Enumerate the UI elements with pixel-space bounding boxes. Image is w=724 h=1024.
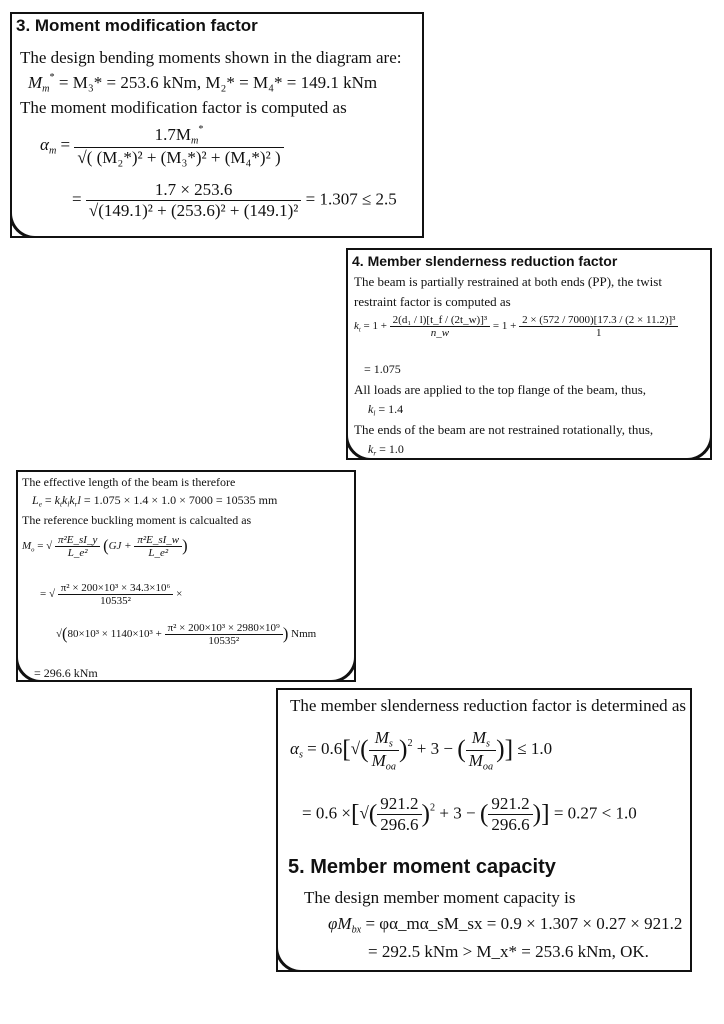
s4-kt-den1: n_w xyxy=(390,326,491,339)
s5-page-curl-left xyxy=(16,654,44,682)
s3-result: = 1.307 ≤ 2.5 xyxy=(305,189,397,209)
s4-kl-value: = 1.4 xyxy=(378,402,404,416)
section-5-heading: 5. Member moment capacity xyxy=(288,856,556,878)
s5-n2-num: π² × 200×10³ × 34.3×10⁶ xyxy=(60,582,171,594)
panel-buckling-moment xyxy=(16,470,356,682)
s6-eq1-lhs: = 0.6 xyxy=(307,738,343,758)
s6-cap2: = 292.5 kNm > M_x* = 253.6 kNm, OK. xyxy=(368,942,649,961)
s5-le-value: = 1.075 × 1.4 × 1.0 × 7000 = 10535 mm xyxy=(83,493,278,507)
s4-page-curl xyxy=(680,428,712,460)
section-4-heading: 4. Member slenderness reduction factor xyxy=(352,253,618,269)
s3-calc-fraction: $\frac{1.7 \times 253.6}{\text{√(149.1)² + (253.6)² + (149.1)²}}$ xyxy=(86,180,302,221)
s3-alpha-fraction: $\frac{1.7M_m^*}{\text{√( (M₂*)² + (M₃*)² + (M₄*)² )}}$ xyxy=(74,124,283,168)
s6-eq1: $\alpha_s = 0.6[√$( $\frac{M_s}{M_{oa}}$ )$^2$ + 3 − ( $\frac{M_s}{M_{oa}}$ )] ≤ 1.0 xyxy=(290,728,553,773)
s3-alpha-calc: = $\frac{1.7 \times 253.6}{\text{√(149.1)² + (253.6)² + (149.1)²}}$ = 1.307 ≤ 2.5 xyxy=(72,180,397,220)
s6-cap1-text: = φα_mα_sM_sx = 0.9 × 1.307 × 0.27 × 921.2 xyxy=(365,914,683,933)
s4-kl: $k_l = 1.4$ xyxy=(368,402,404,418)
s6-le1: ≤ 1.0 xyxy=(517,738,553,758)
s5-line2: The reference buckling moment is calcualted as xyxy=(22,513,252,527)
s5-mo-den: L_e² xyxy=(55,546,100,559)
s5-page-curl xyxy=(324,650,356,682)
s5-n3-num: π² × 200×10³ × 2980×10⁹ xyxy=(167,622,280,634)
s3-page-curl xyxy=(10,206,42,238)
s5-mo-in-num: π²E_sI_w xyxy=(137,534,180,546)
s3-line1: The design bending moments shown in the diagram are: xyxy=(20,48,402,67)
s5-n3-den: 10535² xyxy=(165,634,283,647)
s4-kt-num1: 2(d₁ / l)[t_f / (2t_w)]³ xyxy=(392,314,488,326)
s6-plus3: + 3 − xyxy=(416,738,453,758)
s3-moment-values: $M_m^* = M_3* = 253.6$ kNm, M₂* = M₄* = 149.1 kNm xyxy=(28,72,378,95)
s5-mo-numeric-2: √(80×10³ × 1140×10³ + $\frac{\text{π² × 200×10³ × 2980×10⁹}}{\text{10535²}}$ ) Nmm xyxy=(56,622,317,647)
s4-kt-mid: = 1 + xyxy=(492,320,517,333)
s5-mo-num: π²E_sI_y xyxy=(57,534,98,546)
s5-mo-in-den: L_e² xyxy=(134,546,182,559)
s4-kt-result: = 1.075 xyxy=(364,362,401,376)
s4-page-curl-left xyxy=(346,432,374,460)
s4-line1: The beam is partially restrained at both ends (PP), the twist xyxy=(354,274,662,289)
s5-mo-numeric-1: = √ $\frac{\text{π² × 200×10³ × 34.3×10⁶}}{\text{10535²}}$ × xyxy=(40,582,183,607)
s3-alpha-formula: $\alpha_m$ = $\frac{1.7M_m^*}{\text{√( (M₂*)² + (M₃*)² + (M₄*)² )}}$ xyxy=(40,124,284,168)
s4-kr-value: = 1.0 xyxy=(379,442,404,456)
s6-n2966: 296.6 xyxy=(377,814,421,835)
s4-kr: $k_r = 1.0$ xyxy=(368,442,404,458)
s6-cap1: $\varphi M_{bx}$ = φα_mα_sM_sx = 0.9 × 1.307 × 0.27 × 921.2 xyxy=(328,914,683,936)
section-3-heading: 3. Moment modification factor xyxy=(16,16,258,35)
s3-den2: (149.1)² + (253.6)² + (149.1)² xyxy=(98,201,299,220)
s4-kt-formula: $k_t = 1$ + $\frac{\text{2(d₁ / l)[t\_f / (2t\_w)]³}}{n\_w}$ = 1 + $\frac{\text{2 × (572 / 7000)[17.3 / (2 × 11.2)]³}}{1}$ xyxy=(354,314,678,339)
s4-kt-num2: 2 × (572 / 7000)[17.3 / (2 × 11.2)]³ xyxy=(522,314,676,326)
s4-kt-den2: 1 xyxy=(519,326,678,339)
s6-res2: = 0.27 < 1.0 xyxy=(553,803,637,823)
s6-line1: The member slenderness reduction factor is determined as xyxy=(290,696,687,715)
s6-eq2: = 0.6 ×[√( $\frac{921.2}{296.6}$ )$^2$ + 3 − ( $\frac{921.2}{296.6}$ )] = 0.27 < 1.0 xyxy=(302,794,637,834)
s5-mo-formula: $M_o$ = √ $\frac{\text{π²E\_sI\_y}}{\text{L\_e²}}$ (GJ + $\frac{\text{π²E\_sI\_w}}{\text{L\_e²}}$ ) xyxy=(22,534,188,559)
panel-moment-modification xyxy=(10,12,424,238)
s6-line2: The design member moment capacity is xyxy=(304,888,576,907)
panel-slenderness xyxy=(346,248,712,460)
s4-kt-lhs: = 1 + xyxy=(363,320,387,333)
s5-unit: Nmm xyxy=(291,628,317,641)
s6-n921: 921.2 xyxy=(380,794,419,813)
s5-line1: The effective length of the beam is therefore xyxy=(22,475,236,489)
s5-result: = 296.6 kNm xyxy=(34,666,98,680)
s6-eq2-lhs: = 0.6 × xyxy=(302,803,351,823)
s5-mo-gj: GJ + xyxy=(108,540,132,553)
s5-times: × xyxy=(176,588,183,601)
s3-num1: 1.7M xyxy=(154,125,191,145)
s3-moment-values-text: = M₃* = 253.6 kNm, M₂* = M₄* = 149.1 kNm xyxy=(58,73,378,93)
s4-line4: The ends of the beam are not restrained rotationally, thus, xyxy=(354,422,654,437)
s3-line2: The moment modification factor is computed as xyxy=(20,98,347,117)
s5-n3-a: 80×10³ × 1140×10³ + xyxy=(67,628,162,641)
s4-line2: restraint factor is computed as xyxy=(354,294,511,309)
s6-moa: M xyxy=(371,750,386,770)
s5-n2-den: 10535² xyxy=(58,594,174,607)
s3-num2: 1.7 × 253.6 xyxy=(154,180,233,199)
s6-ms: M xyxy=(374,728,389,747)
s4-line3: All loads are applied to the top flange of the beam, thus, xyxy=(354,382,647,397)
s5-le: $L_e = k_tk_lk_rl = 1.075 \times 1.4 \times 1.0 \times 7000 = 10535$ mm xyxy=(32,493,278,509)
panel-moment-capacity xyxy=(276,688,692,972)
s6-page-curl xyxy=(276,940,308,972)
